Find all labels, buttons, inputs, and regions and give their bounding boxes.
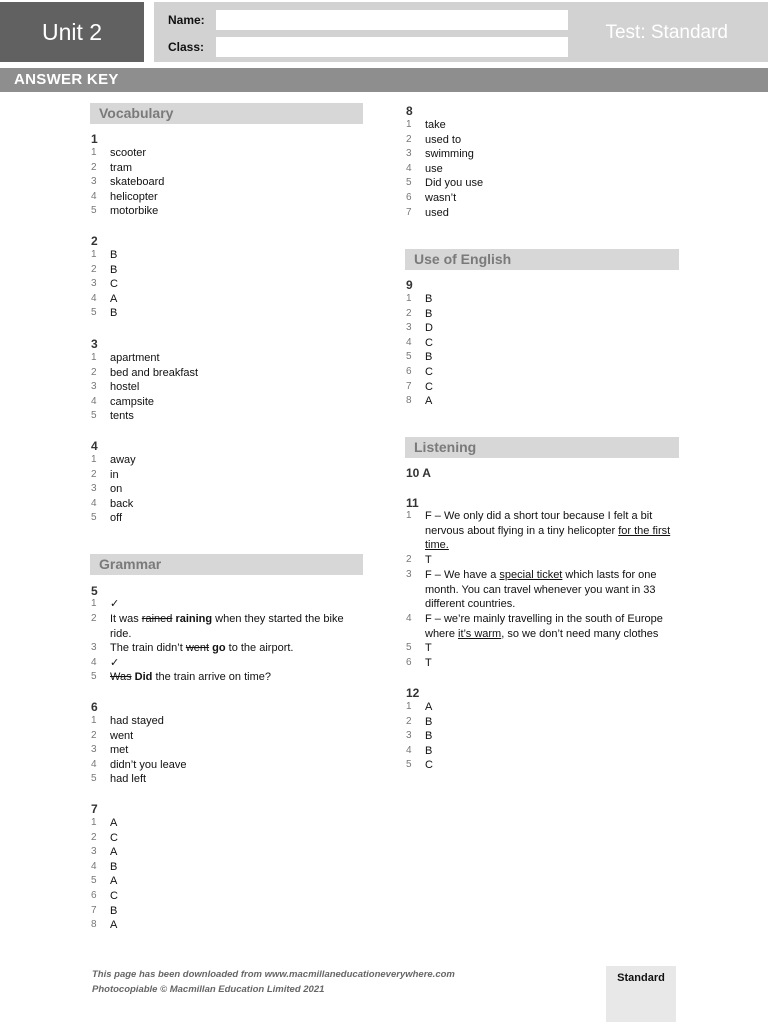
item-answer: had stayed (110, 715, 164, 727)
item-answer: B (110, 249, 118, 261)
item-number: 5 (91, 875, 97, 887)
answer-item (91, 277, 361, 292)
answer-item (406, 612, 684, 642)
answer-item (91, 395, 361, 410)
item-answer: wasn’t (425, 191, 457, 204)
item-number: 2 (406, 307, 412, 319)
item-number: 3 (91, 176, 97, 188)
item-answer: tram (110, 161, 132, 174)
item-number: 5 (406, 351, 412, 363)
item-answer (110, 641, 368, 656)
item-answer (110, 612, 368, 641)
item-number: 3 (406, 148, 412, 160)
item-answer: B (425, 307, 433, 320)
answer-item (406, 641, 684, 656)
item-number: 1 (91, 817, 97, 828)
question-number: 1 (91, 132, 98, 146)
answer-item (91, 656, 363, 671)
answer-item (406, 321, 681, 336)
answer-text: which lasts for one month. You can travel whenever you want in 33 different countries. (425, 569, 657, 611)
underlined-text: it’s warm (458, 627, 502, 640)
answer-list-9 (406, 292, 681, 409)
item-answer: B (110, 307, 118, 320)
answer-list-3 (91, 351, 361, 424)
item-number: 4 (91, 860, 97, 872)
item-number: 1 (406, 510, 412, 521)
item-number: 4 (406, 162, 412, 174)
answer-list-7 (91, 816, 361, 933)
answer-item (91, 248, 361, 263)
item-answer: back (110, 497, 134, 510)
answer-item (91, 860, 361, 875)
item-number: 1 (406, 701, 412, 712)
item-answer: A (110, 817, 118, 829)
question-10-answer: 10 A (406, 466, 431, 480)
item-answer: A (110, 292, 118, 305)
item-answer: used to (425, 133, 462, 146)
item-number: 1 (91, 352, 97, 363)
answer-item (91, 204, 361, 219)
question-number: 11 (406, 496, 419, 510)
answer-item (91, 874, 361, 889)
answer-item (406, 350, 681, 365)
answer-text: The train didn’t (110, 642, 186, 654)
item-number: 4 (91, 497, 97, 509)
item-number: 7 (406, 380, 412, 392)
item-answer: T (425, 554, 432, 566)
answer-item (406, 380, 681, 395)
item-number: 1 (91, 598, 97, 609)
item-number: 6 (406, 657, 412, 668)
answer-item (406, 206, 681, 221)
item-number: 5 (91, 773, 97, 785)
correction-text: go (212, 642, 226, 654)
answer-text: F – We only did a short tour because I felt a bit nervous about flying in a tiny helicopter (425, 510, 653, 537)
header-bar (154, 2, 768, 62)
download-notice: This page has been downloaded from www.macmillaneducationeverywhere.com (92, 969, 455, 980)
item-answer: B (425, 730, 433, 743)
item-answer: use (425, 162, 443, 175)
item-answer: B (425, 293, 433, 305)
answer-item (406, 133, 681, 148)
item-number: 1 (406, 293, 412, 304)
item-answer: motorbike (110, 205, 159, 218)
item-number: 6 (406, 365, 412, 377)
item-number: 4 (91, 292, 97, 304)
struck-text: rained (141, 613, 173, 625)
item-number: 5 (406, 642, 412, 653)
item-answer: away (110, 454, 136, 466)
answer-item (406, 715, 681, 730)
answer-item (91, 845, 361, 860)
item-number: 2 (91, 161, 97, 173)
answer-item (91, 904, 361, 919)
item-number: 6 (91, 889, 97, 901)
answer-item (406, 307, 681, 322)
answer-item (91, 306, 361, 321)
item-number: 1 (406, 119, 412, 130)
answer-item (406, 656, 684, 671)
answer-item (91, 670, 363, 685)
correction-text: Did (134, 671, 153, 683)
item-number: 8 (406, 395, 412, 407)
item-answer: C (425, 365, 433, 378)
question-number: 6 (91, 700, 98, 714)
item-answer: A (425, 395, 433, 408)
item-answer: A (110, 846, 118, 859)
item-number: 4 (406, 744, 412, 756)
item-number: 2 (406, 554, 412, 565)
item-number: 5 (91, 205, 97, 217)
section-listening: Listening (405, 437, 679, 458)
answer-item (91, 831, 361, 846)
item-number: 3 (406, 322, 412, 334)
item-answer: C (110, 831, 118, 844)
item-number: 3 (91, 278, 97, 290)
item-answer: hostel (110, 381, 140, 394)
question-number: 12 (406, 686, 420, 700)
answer-item (406, 162, 681, 177)
item-number: 4 (91, 190, 97, 202)
answer-item (91, 175, 361, 190)
item-number: 3 (406, 730, 412, 742)
answer-item (406, 758, 681, 773)
answer-item (91, 918, 361, 933)
item-number: 3 (91, 846, 97, 858)
answer-list-12 (406, 700, 681, 773)
item-answer: D (425, 322, 433, 335)
question-number: 7 (91, 802, 98, 816)
item-answer: in (110, 468, 119, 481)
item-number: 5 (91, 671, 97, 682)
item-number: 3 (91, 381, 97, 393)
answer-item (91, 641, 363, 656)
copyright-notice: Photocopiable © Macmillan Education Limited 2021 (92, 984, 325, 995)
item-number: 3 (406, 569, 412, 580)
item-number: 4 (91, 758, 97, 770)
name-field[interactable] (216, 10, 568, 30)
answer-item (91, 729, 361, 744)
answer-item (91, 366, 361, 381)
item-answer: B (425, 744, 433, 757)
item-answer: A (110, 875, 118, 888)
answer-item (406, 336, 681, 351)
item-number: 2 (91, 366, 97, 378)
item-answer: B (110, 263, 118, 276)
item-answer: B (425, 715, 433, 728)
answer-item (91, 612, 363, 642)
item-number: 2 (91, 468, 97, 480)
answer-item (91, 292, 361, 307)
answer-list-8 (406, 118, 681, 220)
answer-item (91, 889, 361, 904)
item-answer: C (425, 759, 433, 772)
answer-list-2 (91, 248, 361, 321)
section-vocabulary: Vocabulary (90, 103, 363, 124)
unit-title: Unit 2 (0, 2, 144, 62)
answer-item (91, 743, 361, 758)
item-number: 7 (91, 904, 97, 916)
item-number: 5 (91, 410, 97, 422)
item-number: 5 (91, 307, 97, 319)
answer-list-1 (91, 146, 361, 219)
answer-text: It was (110, 613, 142, 625)
item-answer: A (425, 701, 433, 713)
item-answer: T (425, 657, 432, 669)
answer-item (91, 190, 361, 205)
test-title: Test: Standard (605, 22, 728, 43)
answer-list-6 (91, 714, 361, 787)
answer-text: F – We have a (425, 569, 500, 581)
item-number: 5 (406, 759, 412, 771)
item-answer: scooter (110, 147, 147, 159)
item-answer: tents (110, 410, 134, 423)
item-number: 2 (91, 729, 97, 741)
item-number: 1 (91, 147, 97, 158)
answer-item (91, 482, 361, 497)
answer-item (91, 468, 361, 483)
answer-item (91, 511, 361, 526)
class-label: Class: (168, 40, 205, 54)
answer-item (406, 744, 681, 759)
item-number: 1 (91, 715, 97, 726)
item-number: 2 (406, 133, 412, 145)
item-number: 2 (91, 831, 97, 843)
answer-text: , so we don’t need many clothes (501, 627, 659, 640)
item-answer: B (110, 860, 118, 873)
answer-item (406, 729, 681, 744)
item-answer: A (110, 919, 118, 932)
item-answer: helicopter (110, 190, 158, 203)
answer-text: the train arrive on time? (152, 671, 272, 683)
answer-item (406, 568, 684, 613)
item-answer: apartment (110, 352, 160, 364)
question-number: 9 (406, 278, 413, 292)
answer-item (91, 758, 361, 773)
check-mark-icon: ✓ (110, 598, 120, 610)
item-answer (110, 670, 368, 685)
answer-text: to the airport. (225, 642, 294, 654)
answer-item (91, 146, 361, 161)
question-number: 2 (91, 234, 98, 248)
level-badge: Standard (606, 966, 676, 1022)
section-grammar: Grammar (90, 554, 363, 575)
class-field[interactable] (216, 37, 568, 57)
item-number: 4 (406, 336, 412, 348)
answer-item (91, 409, 361, 424)
item-answer: went (110, 729, 134, 742)
answer-item (91, 772, 361, 787)
correction-text: raining (175, 613, 213, 625)
answer-item (91, 714, 361, 729)
item-number: 6 (406, 191, 412, 203)
item-answer: didn’t you leave (110, 758, 187, 771)
item-number: 2 (406, 715, 412, 727)
answer-item (406, 553, 684, 568)
item-answer: off (110, 512, 123, 525)
check-mark-icon: ✓ (110, 657, 120, 669)
item-answer: T (425, 642, 432, 654)
item-number: 8 (91, 919, 97, 931)
answer-item (406, 509, 684, 554)
item-number: 7 (406, 206, 412, 218)
item-answer: C (425, 336, 433, 349)
item-answer (425, 509, 683, 553)
answer-item (406, 394, 681, 409)
answer-item (91, 816, 361, 831)
item-answer: B (425, 351, 433, 364)
item-answer: had left (110, 773, 147, 786)
question-number: 4 (91, 439, 98, 453)
answer-item (406, 118, 681, 133)
item-number: 5 (406, 177, 412, 189)
answer-item (91, 380, 361, 395)
answer-item (91, 161, 361, 176)
item-answer: campsite (110, 395, 155, 408)
item-number: 4 (406, 613, 412, 624)
item-number: 1 (91, 454, 97, 465)
item-number: 1 (91, 249, 97, 260)
answer-item (406, 191, 681, 206)
section-use-of-english: Use of English (405, 249, 679, 270)
underlined-text: special ticket (499, 569, 563, 581)
underlined-text: for the first time. (425, 524, 671, 552)
item-number: 3 (91, 744, 97, 756)
item-number: 2 (91, 263, 97, 275)
item-number: 5 (91, 512, 97, 524)
name-label: Name: (168, 13, 205, 27)
item-number: 3 (91, 483, 97, 495)
item-answer: used (425, 206, 449, 219)
item-answer: C (425, 380, 433, 393)
answer-key-bar: ANSWER KEY (0, 68, 768, 92)
question-number: 8 (406, 104, 413, 118)
item-number: 4 (91, 657, 97, 668)
answer-item (406, 365, 681, 380)
answer-text: F – we’re mainly travelling in the south of Europe where (425, 613, 663, 640)
answer-item (91, 453, 361, 468)
item-answer: Did you use (425, 177, 484, 190)
struck-text: went (185, 642, 210, 654)
item-answer: B (110, 904, 118, 917)
item-answer (425, 612, 683, 641)
question-number: 3 (91, 337, 98, 351)
item-answer (425, 568, 683, 612)
item-answer: skateboard (110, 176, 165, 189)
struck-text: Was (110, 671, 132, 683)
item-answer: C (110, 889, 118, 902)
answer-item (91, 263, 361, 278)
answer-item (406, 700, 681, 715)
answer-list-4 (91, 453, 361, 526)
item-answer: on (110, 483, 123, 496)
item-number: 2 (91, 613, 97, 624)
answer-item (91, 351, 361, 366)
item-answer: C (110, 278, 118, 291)
item-answer: bed and breakfast (110, 366, 199, 379)
item-answer: swimming (425, 148, 474, 161)
answer-item (91, 597, 363, 612)
answer-text: when they started the bike ride. (110, 613, 344, 640)
answer-item (406, 147, 681, 162)
answer-item (406, 292, 681, 307)
item-number: 3 (91, 642, 97, 653)
answer-item (91, 497, 361, 512)
item-number: 4 (91, 395, 97, 407)
question-number: 5 (91, 584, 98, 598)
item-answer: take (425, 119, 446, 131)
answer-item (406, 176, 681, 191)
item-answer: met (110, 744, 129, 757)
